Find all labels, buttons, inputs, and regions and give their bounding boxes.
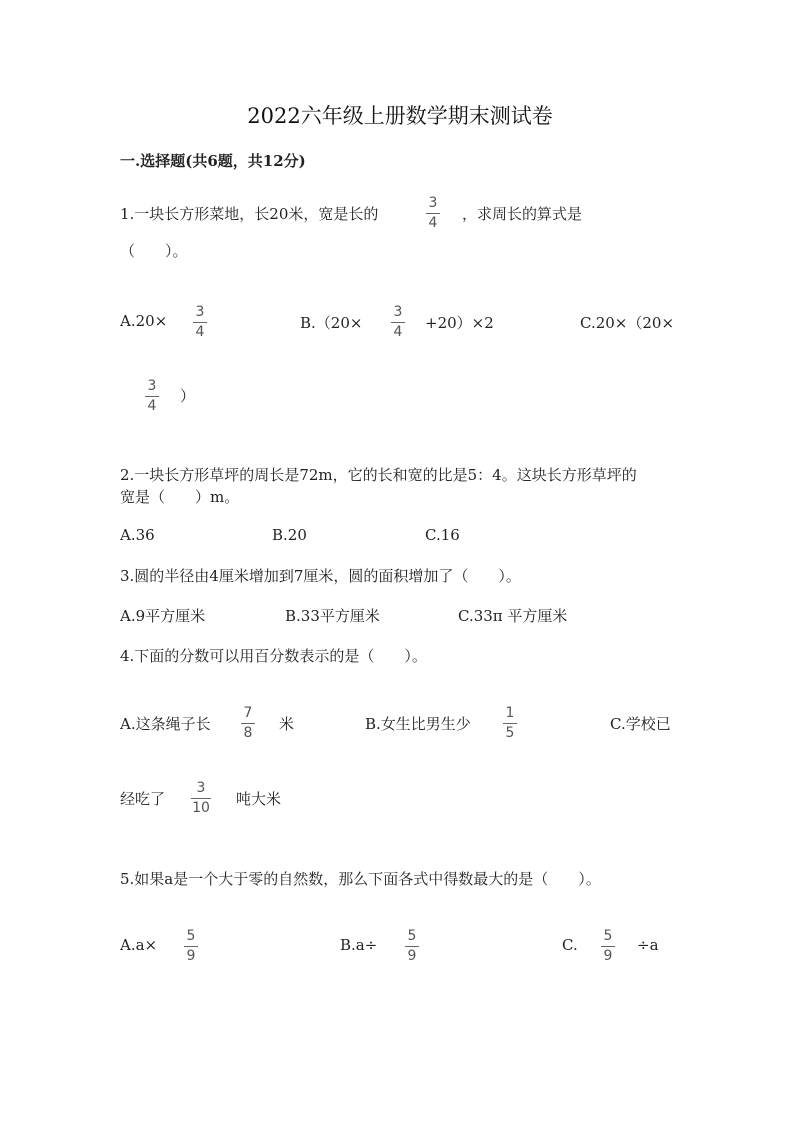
question-5-option-a-fraction bbox=[184, 929, 198, 964]
fraction-bar bbox=[391, 322, 405, 323]
fraction-bar bbox=[191, 798, 211, 799]
question-4-option-c-fraction bbox=[191, 781, 211, 816]
fraction-numerator: 5 bbox=[186, 928, 196, 944]
question-1-option-b[interactable]: B.（20× bbox=[300, 314, 363, 332]
fraction-numerator: 3 bbox=[428, 195, 438, 211]
page-title: 2022六年级上册数学期末测试卷 bbox=[247, 104, 553, 128]
question-5-option-c-suffix: ÷a bbox=[637, 936, 659, 954]
question-4-option-c-line2: 经吃了 bbox=[120, 790, 166, 808]
question-2-option-b[interactable]: B.20 bbox=[272, 526, 307, 544]
fraction-bar bbox=[405, 946, 419, 947]
fraction-denominator: 10 bbox=[192, 800, 210, 816]
question-2-option-a[interactable]: A.36 bbox=[120, 526, 155, 544]
question-1-option-c-suffix: ） bbox=[180, 387, 196, 405]
question-4-option-a-suffix: 米 bbox=[279, 715, 295, 733]
fraction-bar bbox=[601, 946, 615, 947]
fraction-bar bbox=[184, 946, 198, 947]
fraction-numerator: 3 bbox=[393, 304, 403, 320]
question-3-option-c[interactable]: C.33π 平方厘米 bbox=[458, 607, 568, 625]
question-4-option-c[interactable]: C.学校已 bbox=[610, 715, 671, 733]
question-1-stem-part2: ，求周长的算式是 bbox=[462, 205, 583, 223]
fraction-bar bbox=[145, 396, 159, 397]
question-5-option-c-fraction bbox=[601, 929, 615, 964]
section-header: 一.选择题(共6题，共12分) bbox=[120, 152, 306, 170]
fraction-denominator: 4 bbox=[428, 215, 438, 231]
question-1-option-b-suffix: +20）×2 bbox=[425, 314, 494, 332]
question-4-option-c-suffix: 吨大米 bbox=[236, 790, 282, 808]
fraction-numerator: 3 bbox=[195, 304, 205, 320]
question-3-option-b[interactable]: B.33平方厘米 bbox=[285, 607, 380, 625]
question-4-stem-line1: 4.下面的分数可以用百分数表示的是（ ）。 bbox=[120, 647, 427, 665]
fraction-numerator: 5 bbox=[407, 928, 417, 944]
fraction-numerator: 3 bbox=[196, 780, 206, 796]
fraction-numerator: 5 bbox=[603, 928, 613, 944]
question-1-option-c[interactable]: C.20×（20× bbox=[580, 314, 675, 332]
question-1-option-c-fraction bbox=[145, 379, 159, 414]
fraction-numerator: 1 bbox=[505, 705, 515, 721]
question-1-stem-line2: （ ）。 bbox=[120, 242, 188, 260]
fraction-denominator: 9 bbox=[186, 948, 196, 964]
fraction-denominator: 4 bbox=[147, 398, 157, 414]
fraction-denominator: 5 bbox=[505, 725, 515, 741]
fraction-numerator: 3 bbox=[147, 378, 157, 394]
question-3-option-a[interactable]: A.9平方厘米 bbox=[120, 607, 206, 625]
question-5-stem-line1: 5.如果a是一个大于零的自然数，那么下面各式中得数最大的是（ ）。 bbox=[120, 870, 601, 888]
fraction-denominator: 4 bbox=[393, 324, 403, 340]
fraction-bar bbox=[241, 723, 255, 724]
fraction-bar bbox=[193, 322, 207, 323]
fraction-bar bbox=[503, 723, 517, 724]
question-5-option-c[interactable]: C. bbox=[562, 936, 578, 954]
question-4-option-a[interactable]: A.这条绳子长 bbox=[120, 715, 211, 733]
question-5-option-b[interactable]: B.a÷ bbox=[340, 936, 378, 954]
question-4-option-a-fraction bbox=[241, 706, 255, 741]
question-1-stem-part1: 1.一块长方形菜地，长20米，宽是长的 bbox=[120, 205, 379, 223]
fraction-numerator: 7 bbox=[243, 705, 253, 721]
question-3-stem-line1: 3.圆的半径由4厘米增加到7厘米，圆的面积增加了（ ）。 bbox=[120, 567, 521, 585]
fraction-denominator: 4 bbox=[195, 324, 205, 340]
fraction-denominator: 9 bbox=[407, 948, 417, 964]
question-1-option-a-fraction bbox=[193, 305, 207, 340]
question-4-option-b-fraction bbox=[503, 706, 517, 741]
question-2-option-c[interactable]: C.16 bbox=[425, 526, 460, 544]
question-5-option-b-fraction bbox=[405, 929, 419, 964]
fraction-bar bbox=[426, 213, 440, 214]
question-1-option-b-fraction bbox=[391, 305, 405, 340]
question-4-option-b[interactable]: B.女生比男生少 bbox=[365, 715, 471, 733]
fraction-denominator: 9 bbox=[603, 948, 613, 964]
question-1-option-a[interactable]: A.20× bbox=[120, 312, 168, 330]
question-2-stem-line2: 宽是（ ）m。 bbox=[120, 488, 240, 506]
question-5-option-a[interactable]: A.a× bbox=[120, 936, 158, 954]
fraction-denominator: 8 bbox=[243, 725, 253, 741]
question-2-stem-line1: 2.一块长方形草坪的周长是72m，它的长和宽的比是5：4。这块长方形草坪的 bbox=[120, 466, 637, 484]
question-1-stem-fraction bbox=[426, 196, 440, 231]
